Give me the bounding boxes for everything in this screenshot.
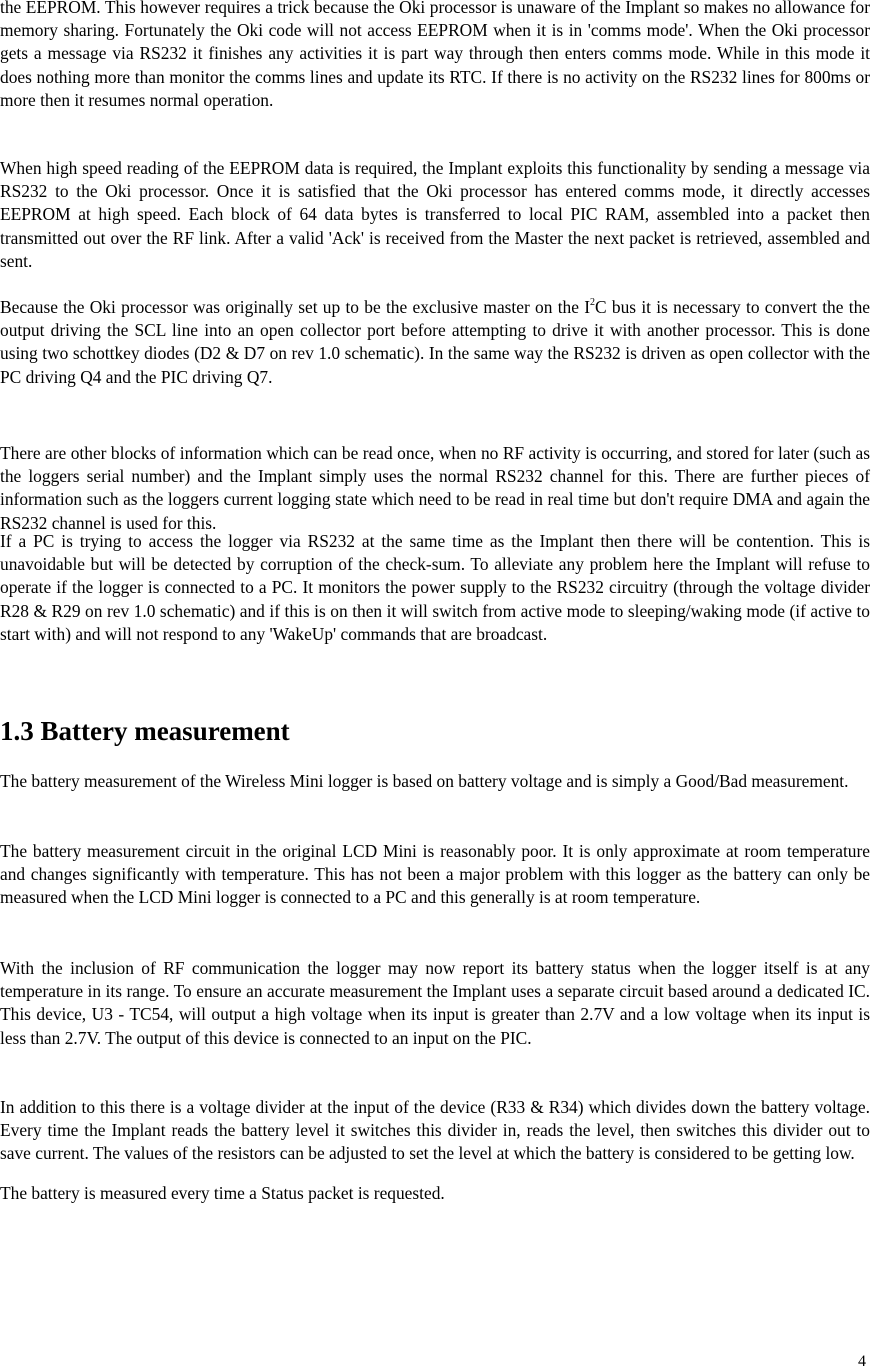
paragraph-pc-contention: If a PC is trying to access the logger via RS232 at the same time as the Implant then there will be contention. This is unavoidable but will be detected by corruption of the check-sum. To alleviate any problem here the Implant will refuse to operate if the logger is connected to a PC. It monitors the power supply to the RS232 circuitry (through the voltage divider R28 & R29 on rev 1.0 schematic) and if this is on then it will switch from active mode to sleeping/waking mode (if active to start with) and will not respond to any 'WakeUp' commands that are broadcast. [0,531,870,644]
paragraph-information-blocks: There are other blocks of information which can be read once, when no RF activity is occurring, and stored for later (such as the loggers serial number) and the Implant simply uses the normal RS232 channel for this. There are further pieces of information such as the loggers current logging state which need to be read in real time but don't require DMA and again the RS232 channel is used for this. [0,443,870,533]
paragraph-i2c-text-after: C bus it is necessary to convert the the output driving the SCL line into an open collector port before attempting to drive it with another processor. This is done using two schottkey diodes (D2 & D7 on rev 1.0 schematic). In the same way the RS232 is driven as open collector with the PC driving Q4 and the PIC driving Q7. [0,297,870,387]
section-heading-battery-measurement: 1.3 Battery measurement [0,716,290,746]
superscript-two: 2 [590,297,596,308]
paragraph-voltage-divider: In addition to this there is a voltage divider at the input of the device (R33 & R34) which divides down the battery voltage. Every time the Implant reads the battery level it switches this divider in, reads the level, then switches this divider out to save current. The values of the resistors can be adjusted to set the level at which the battery is considered to be getting low. [0,1097,870,1164]
paragraph-battery-intro: The battery measurement of the Wireless Mini logger is based on battery voltage and is simply a Good/Bad measurement. [0,771,849,791]
paragraph-lcd-mini-circuit: The battery measurement circuit in the original LCD Mini is reasonably poor. It is only approximate at room temperature and changes significantly with temperature. This has not been a major problem with this logger as the battery can only be measured when the LCD Mini logger is connected to a PC and this generally is at room temperature. [0,841,870,908]
paragraph-i2c-bus [0,296,870,389]
paragraph-rf-battery-status: With the inclusion of RF communication the logger may now report its battery status when the logger itself is at any temperature in its range. To ensure an accurate measurement the Implant uses a separate circuit based around a dedicated IC. This device, U3 - TC54, will output a high voltage when its input is greater than 2.7V and a low voltage when its input is less than 2.7V. The output of this device is connected to an input on the PIC. [0,958,870,1048]
page-number: 4 [858,1353,866,1370]
paragraph-high-speed-reading: When high speed reading of the EEPROM data is required, the Implant exploits this functionality by sending a message via RS232 to the Oki processor. Once it is satisfied that the Oki processor has entered comms mode, it directly accesses EEPROM at high speed. Each block of 64 data bytes is transferred to local PIC RAM, assembled into a packet then transmitted out over the RF link. After a valid 'Ack' is received from the Master the next packet is retrieved, assembled and sent. [0,158,870,271]
paragraph-i2c-text-before: Because the Oki processor was originally set up to be the exclusive master on the I [0,297,591,317]
paragraph-status-packet: The battery is measured every time a Status packet is requested. [0,1183,445,1203]
paragraph-eeprom-sharing: the EEPROM. This however requires a trick because the Oki processor is unaware of the Implant so makes no allowance for memory sharing. Fortunately the Oki code will not access EEPROM when it is in 'comms mode'. When the Oki processor gets a message via RS232 it finishes any activities it is part way through then enters comms mode. While in this mode it does nothing more than monitor the comms lines and update its RTC. If there is no activity on the RS232 lines for 800ms or more then it resumes normal operation. [0,0,870,110]
